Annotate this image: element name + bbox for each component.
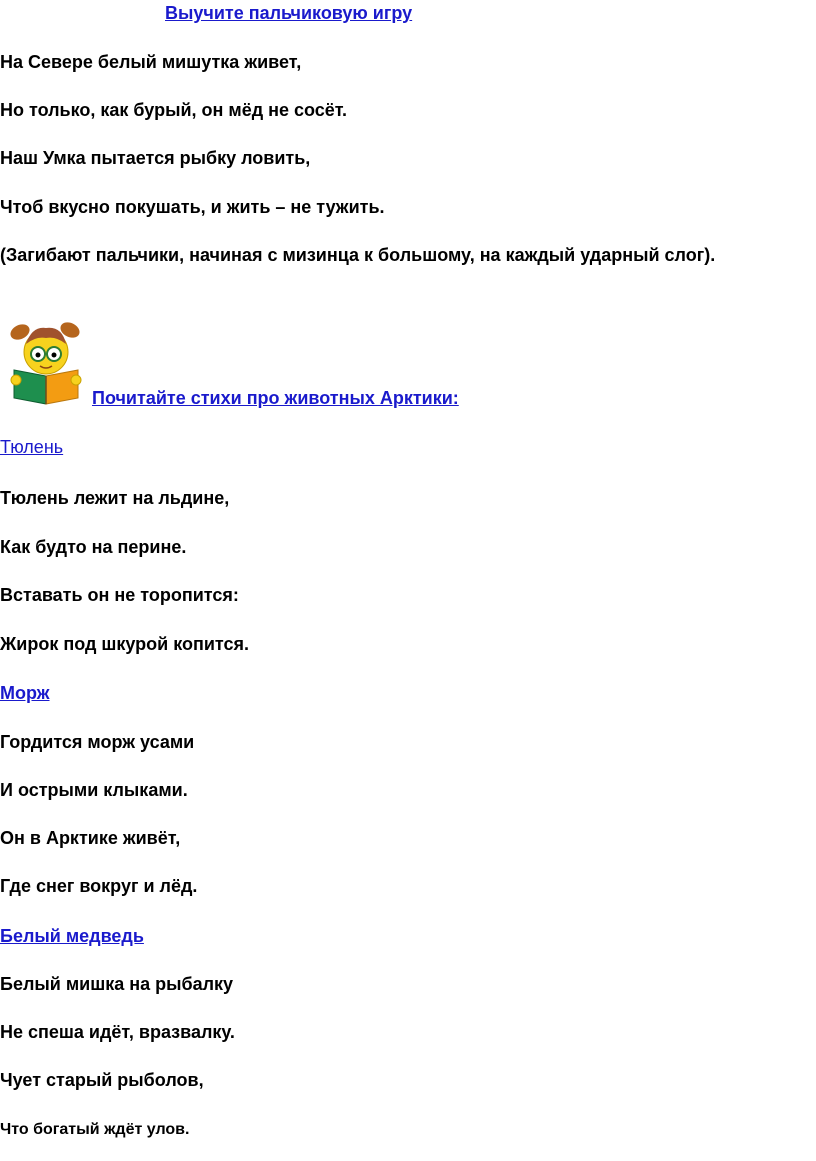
poem-line: Белый мишка на рыбалку xyxy=(0,974,234,994)
finger-game-instruction: (Загибают пальчики, начиная с мизинца к большому, на каждый ударный слог). xyxy=(0,245,716,265)
poem-title-link[interactable]: Морж xyxy=(0,683,50,703)
poem-line: Он в Арктике живёт, xyxy=(0,828,181,848)
poem-line: Где снег вокруг и лёд. xyxy=(0,876,198,896)
poem-line: Не спеша идёт, вразвалку. xyxy=(0,1022,235,1042)
finger-game-line: Но только, как бурый, он мёд не сосёт. xyxy=(0,100,348,120)
poems-section-heading-link[interactable]: Почитайте стихи про животных Арктики: xyxy=(92,388,459,408)
poem-line: Гордится морж усами xyxy=(0,732,195,752)
poem-line: Жирок под шкурой копится. xyxy=(0,634,250,654)
finger-game-line: На Севере белый мишутка живет, xyxy=(0,52,302,72)
poem-title-link[interactable]: Тюлень xyxy=(0,437,64,457)
girl-reading-book-icon xyxy=(8,318,84,406)
poem-line: Тюлень лежит на льдине, xyxy=(0,488,230,508)
poem-line: Что богатый ждёт улов. xyxy=(0,1121,190,1138)
finger-game-line: Чтоб вкусно покушать, и жить – не тужить. xyxy=(0,197,385,217)
poem-line: И острыми клыками. xyxy=(0,780,188,800)
poem-line: Чует старый рыболов, xyxy=(0,1070,204,1090)
finger-game-line: Наш Умка пытается рыбку ловить, xyxy=(0,148,311,168)
finger-game-heading-link[interactable]: Выучите пальчиковую игру xyxy=(165,3,413,23)
poem-title-link[interactable]: Белый медведь xyxy=(0,926,144,946)
poem-line: Вставать он не торопится: xyxy=(0,585,239,605)
poem-line: Как будто на перине. xyxy=(0,537,187,557)
